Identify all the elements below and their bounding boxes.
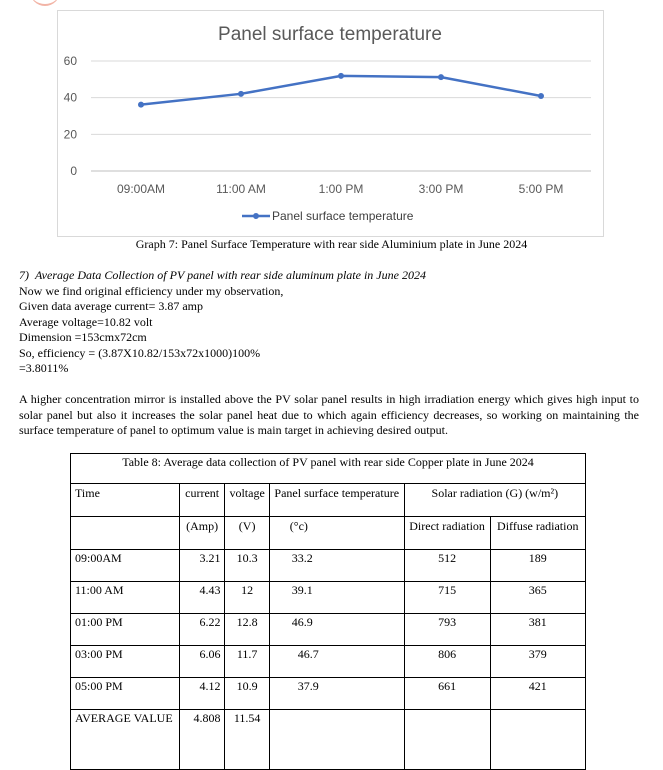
section-line: Now we find original efficiency under my observation,	[19, 283, 284, 298]
cell-voltage: 10.9	[225, 678, 269, 710]
cell-temperature: 39.1	[269, 582, 404, 614]
cell-temperature: 46.9	[269, 614, 404, 646]
section-number: 7)	[19, 268, 29, 282]
section-line: So, efficiency = (3.87X10.82/153x72x1000)100%	[19, 345, 261, 360]
cell-voltage: 12	[225, 582, 269, 614]
cell-average-current: 4.808	[179, 710, 225, 770]
cell-time: 01:00 PM	[71, 614, 180, 646]
cell-diffuse: 381	[490, 614, 585, 646]
table-row	[71, 582, 586, 614]
section-line: Average voltage=10.82 volt	[19, 314, 153, 329]
cell-temperature: 37.9	[269, 678, 404, 710]
y-tick-label: 20	[63, 127, 77, 142]
table-average-row	[71, 710, 586, 770]
legend-marker	[253, 213, 259, 219]
cell-direct: 512	[404, 550, 490, 582]
cell-diffuse: 379	[490, 646, 585, 678]
cell-direct: 793	[404, 614, 490, 646]
graph-caption: Graph 7: Panel Surface Temperature with rear side Aluminium plate in June 2024	[135, 237, 528, 251]
x-tick-label: 5:00 PM	[518, 182, 564, 196]
section-line: =3.8011%	[19, 361, 69, 375]
cell-diffuse: 365	[490, 582, 585, 614]
unit-direct-radiation: Direct radiation	[404, 517, 490, 550]
cell-current: 3.21	[179, 550, 225, 582]
cell-voltage: 12.8	[225, 614, 269, 646]
series-line	[141, 76, 541, 105]
cell-current: 6.22	[179, 614, 225, 646]
cell-current: 4.12	[179, 678, 225, 710]
cell-time: 11:00 AM	[71, 582, 180, 614]
table-units-row	[71, 517, 586, 550]
cell-time: 09:00AM	[71, 550, 180, 582]
data-point	[238, 91, 244, 97]
unit-temperature: (°c)	[269, 517, 404, 550]
section-line: Dimension =153cmx72cm	[19, 330, 147, 344]
decorative-arc	[30, 0, 60, 6]
unit-current: (Amp)	[179, 517, 225, 550]
section-line: Given data average current= 3.87 amp	[19, 299, 204, 313]
header-current: current	[179, 484, 225, 517]
table-header-row	[71, 484, 586, 517]
data-table	[70, 453, 586, 770]
legend-label: Panel surface temperature	[272, 209, 414, 223]
chart-canvas	[58, 11, 603, 236]
cell-average-diffuse	[490, 710, 585, 770]
cell-temperature: 33.2	[269, 550, 404, 582]
x-tick-label: 11:00 AM	[216, 182, 266, 196]
y-tick-label: 60	[63, 54, 77, 68]
table-title: Table 8: Average data collection of PV panel with rear side Copper plate in June 2024	[71, 454, 586, 484]
data-point	[438, 74, 444, 80]
x-tick-label: 09:00AM	[116, 182, 166, 196]
header-voltage: voltage	[225, 484, 269, 517]
section-7	[19, 268, 426, 377]
unit-voltage: (V)	[225, 517, 269, 550]
cell-average-voltage: 11.54	[225, 710, 269, 770]
header-solar-radiation: Solar radiation (G) (w/m²)	[404, 484, 585, 517]
y-tick-label: 0	[70, 164, 77, 178]
section-heading	[19, 268, 426, 284]
body-paragraph: A higher concentration mirror is installed above the PV solar panel results in high irradiation energy which gives high input to solar panel but also it increases the solar panel heat due to which again efficiency decreases, so working on maintaining the surface temperature of panel to optimum value is main target in achieving desired output.	[19, 392, 639, 437]
line-chart	[57, 10, 604, 237]
x-tick-label: 3:00 PM	[418, 182, 464, 196]
cell-average-direct	[404, 710, 490, 770]
unit-diffuse-radiation: Diffuse radiation	[490, 517, 585, 550]
cell-direct: 806	[404, 646, 490, 678]
chart-title: Panel surface temperature	[218, 24, 442, 45]
table-row	[71, 550, 586, 582]
cell-average-temperature	[269, 710, 404, 770]
x-tick-label: 1:00 PM	[318, 182, 364, 196]
cell-time: 05:00 PM	[71, 678, 180, 710]
cell-voltage: 11.7	[225, 646, 269, 678]
data-point	[338, 73, 344, 79]
cell-temperature: 46.7	[269, 646, 404, 678]
data-point	[138, 102, 144, 108]
table-row	[71, 614, 586, 646]
header-time: Time	[71, 484, 180, 517]
cell-time: 03:00 PM	[71, 646, 180, 678]
cell-voltage: 10.3	[225, 550, 269, 582]
data-point	[538, 93, 544, 99]
cell-diffuse: 421	[490, 678, 585, 710]
y-tick-label: 40	[63, 90, 77, 105]
cell-average-label: AVERAGE VALUE	[71, 710, 180, 770]
cell-current: 4.43	[179, 582, 225, 614]
table-row	[71, 678, 586, 710]
cell-direct: 661	[404, 678, 490, 710]
table-row	[71, 646, 586, 678]
cell-diffuse: 189	[490, 550, 585, 582]
unit-time	[71, 517, 180, 550]
section-heading-text: Average Data Collection of PV panel with rear side aluminum plate in June 2024	[35, 268, 426, 282]
cell-current: 6.06	[179, 646, 225, 678]
cell-direct: 715	[404, 582, 490, 614]
header-temperature: Panel surface temperature	[269, 484, 404, 517]
